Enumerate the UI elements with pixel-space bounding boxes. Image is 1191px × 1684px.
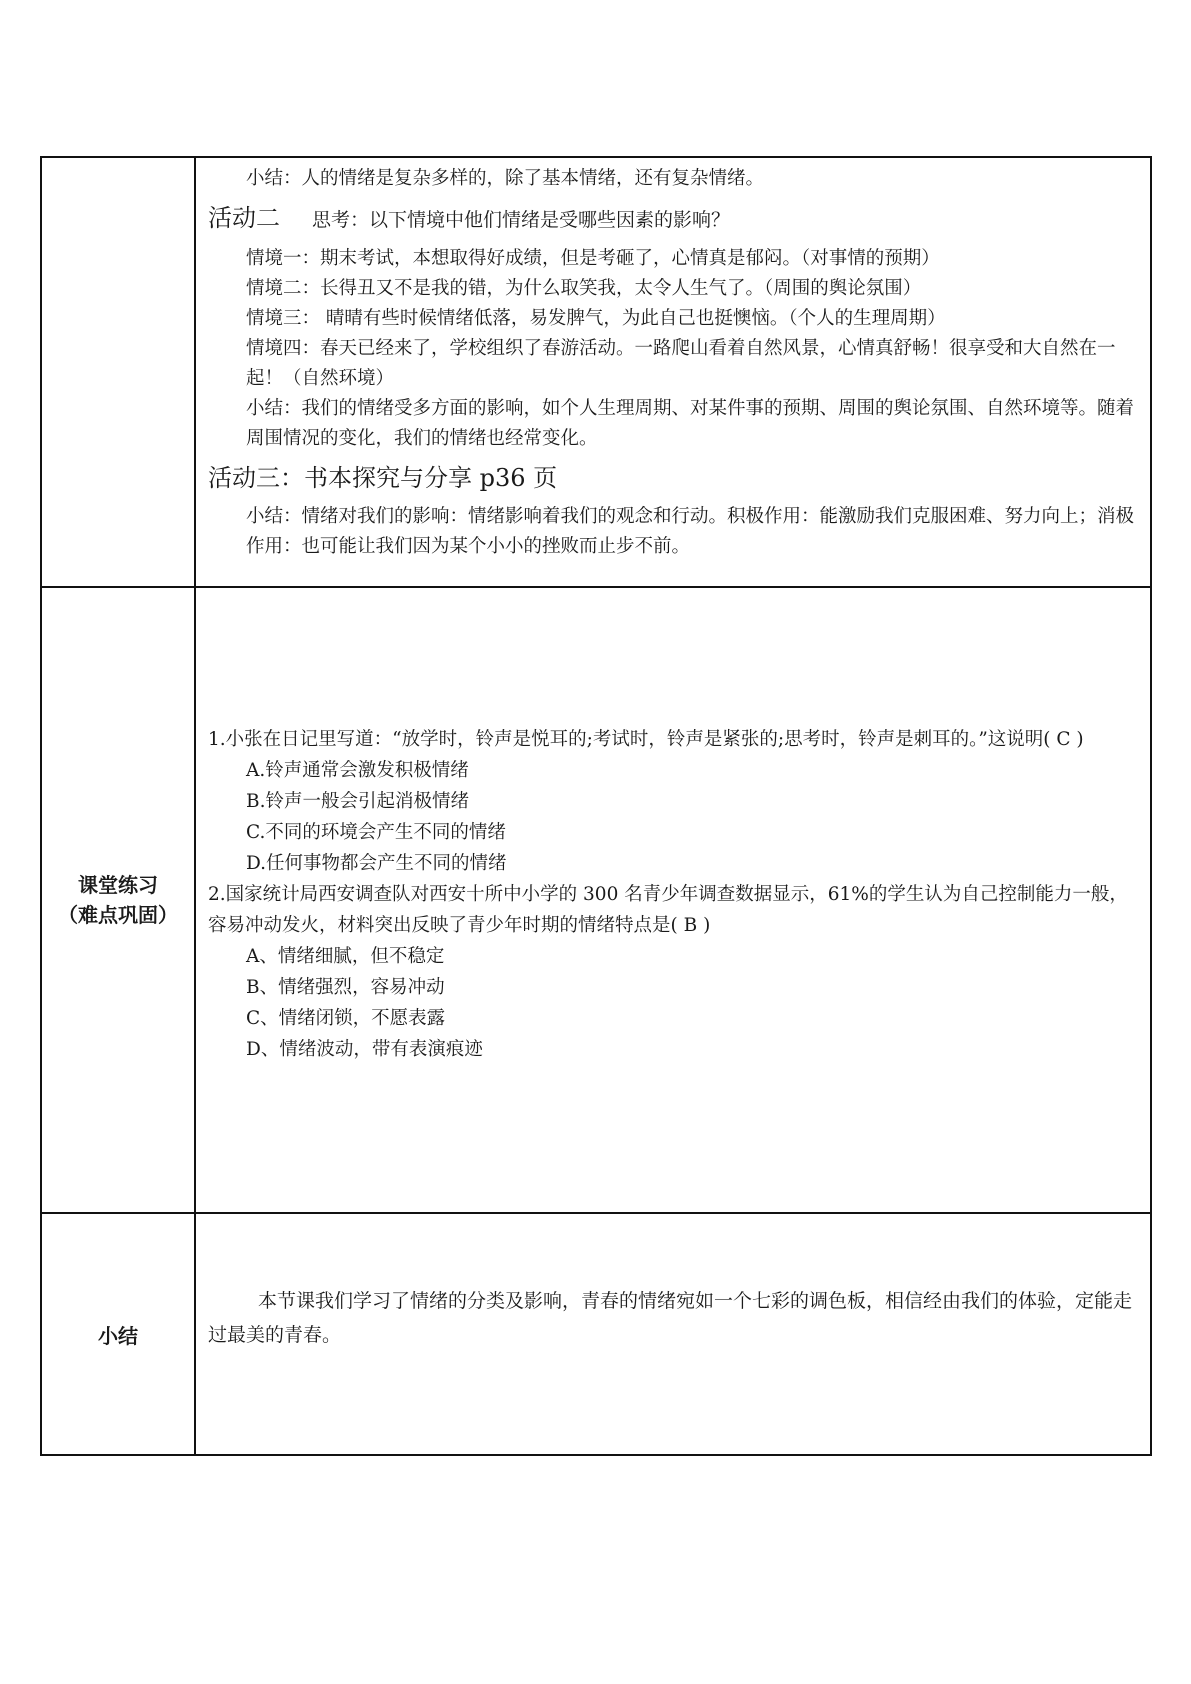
question-1-option-b: B.铃声一般会引起消极情绪 — [246, 791, 469, 812]
table-row-practice — [41, 587, 1151, 1213]
scenario-2: 情境二：长得丑又不是我的错，为什么取笑我，太令人生气了。（周围的舆论氛围） — [246, 278, 922, 299]
summary-3: 小结：情绪对我们的影响：情绪影响着我们的观念和行动。积极作用：能激励我们克服困难、努力向上；消极作用：也可能让我们因为某个小小的挫败而止步不前。 — [246, 506, 1135, 557]
summary-label: 小结 — [98, 1323, 138, 1348]
question-1: 1.小张在日记里写道：“放学时，铃声是悦耳的;考试时，铃声是紧张的;思考时，铃声是刺耳的。”这说明( C ) — [208, 729, 1084, 750]
question-2-option-d: D、情绪波动，带有表演痕迹 — [246, 1039, 483, 1060]
scenario-1: 情境一：期末考试，本想取得好成绩，但是考砸了，心情真是郁闷。（对事情的预期） — [246, 248, 940, 269]
scenario-3: 情境三： 晴晴有些时候情绪低落，易发脾气，为此自己也挺懊恼。（个人的生理周期） — [246, 308, 946, 329]
lesson-plan-table — [40, 156, 1152, 1456]
summary-1: 小结：人的情绪是复杂多样的，除了基本情绪，还有复杂情绪。 — [246, 168, 765, 189]
practice-content-cell — [195, 587, 1151, 1213]
empty-label-cell — [41, 157, 195, 587]
table-row-summary — [41, 1213, 1151, 1455]
question-2: 2.国家统计局西安调查队对西安十所中小学的 300 名青少年调查数据显示，61%的学生认为自己控制能力一般，容易冲动发火，材料突出反映了青少年时期的情绪特点是( B ) — [208, 884, 1128, 936]
activity-2-title: 活动二 — [208, 204, 280, 232]
summary-label-cell — [41, 1213, 195, 1455]
question-1-option-c: C.不同的环境会产生不同的情绪 — [246, 822, 506, 843]
practice-label-line2: （难点巩固） — [58, 903, 178, 927]
table-row-activities — [41, 157, 1151, 587]
summary-2: 小结：我们的情绪受多方面的影响，如个人生理周期、对某件事的预期、周围的舆论氛围、自然环境等。随着周围情况的变化，我们的情绪也经常变化。 — [246, 398, 1135, 449]
activity-3-title: 活动三：书本探究与分享 p36 页 — [208, 464, 558, 492]
practice-label-cell — [41, 587, 195, 1213]
summary-text: 本节课我们学习了情绪的分类及影响，青春的情绪宛如一个七彩的调色板，相信经由我们的体验，定能走过最美的青春。 — [208, 1290, 1133, 1346]
question-1-option-d: D.任何事物都会产生不同的情绪 — [246, 853, 507, 874]
question-2-option-a: A、情绪细腻，但不稳定 — [246, 946, 445, 967]
question-2-option-b: B、情绪强烈，容易冲动 — [246, 977, 445, 998]
activity-2-prompt: 思考：以下情境中他们情绪是受哪些因素的影响？ — [312, 209, 731, 231]
activities-content-cell — [195, 157, 1151, 587]
activity-2-heading — [208, 198, 1136, 240]
summary-content-cell — [195, 1213, 1151, 1455]
question-2-option-c: C、情绪闭锁，不愿表露 — [246, 1008, 446, 1029]
practice-label-line1: 课堂练习 — [78, 873, 158, 897]
question-1-option-a: A.铃声通常会激发积极情绪 — [246, 760, 469, 781]
scenario-4: 情境四：春天已经来了，学校组织了春游活动。一路爬山看着自然风景，心情真舒畅！很享受和大自然在一起！（自然环境） — [246, 338, 1116, 389]
